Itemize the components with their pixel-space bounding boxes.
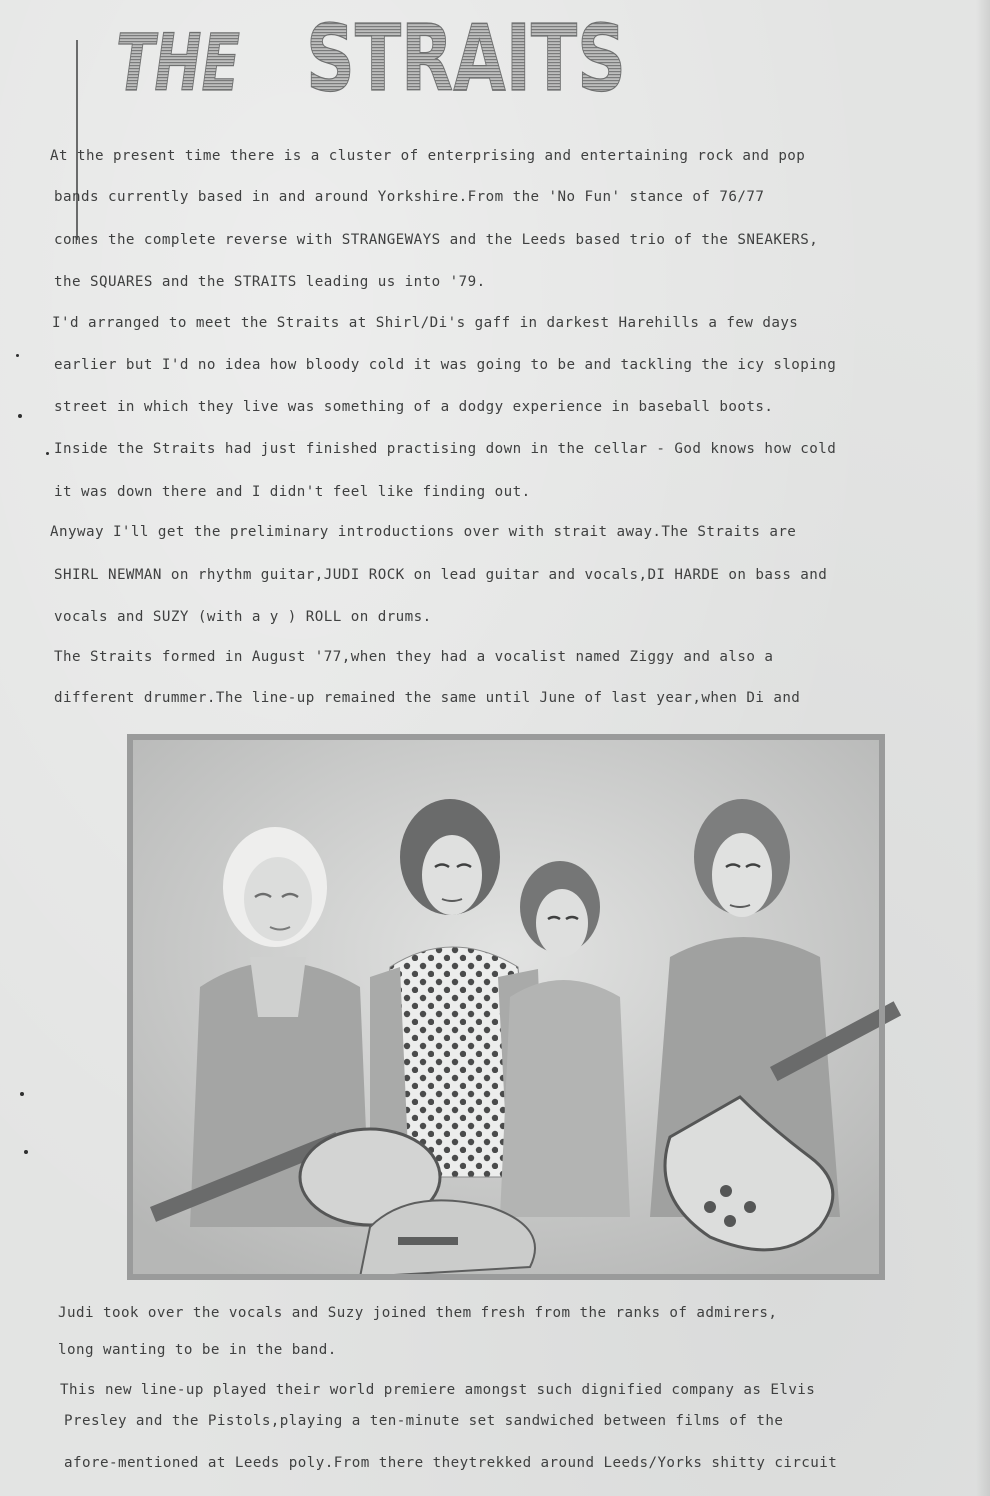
- article-line: At the present time there is a cluster of enterprising and entertaining rock and pop: [50, 148, 806, 164]
- article-line: The Straits formed in August '77,when they had a vocalist named Ziggy and also a: [54, 649, 774, 665]
- article-line: earlier but I'd no idea how bloody cold it was going to be and tackling the icy sloping: [54, 357, 837, 373]
- article-line: vocals and SUZY (with a y ) ROLL on drums.: [54, 609, 432, 625]
- margin-rule: [76, 40, 78, 240]
- band-photo-illustration: [130, 737, 882, 1277]
- article-line: Inside the Straits had just finished practising down in the cellar - God knows how cold: [54, 441, 837, 457]
- article-line: long wanting to be in the band.: [58, 1342, 337, 1358]
- article-line: different drummer.The line-up remained the same until June of last year,when Di and: [54, 690, 801, 706]
- article-line: SHIRL NEWMAN on rhythm guitar,JUDI ROCK on lead guitar and vocals,DI HARDE on bass and: [54, 567, 828, 583]
- article-line: Anyway I'll get the preliminary introductions over with strait away.The Straits are: [50, 524, 797, 540]
- masthead-word-straits: STRAITS: [306, 5, 626, 112]
- masthead-title: [112, 2, 632, 112]
- punch-mark: [18, 414, 22, 418]
- article-line: This new line-up played their world premiere amongst such dignified company as Elvis: [60, 1382, 816, 1398]
- article-line: street in which they live was something of a dodgy experience in baseball boots.: [54, 399, 774, 415]
- article-line: Presley and the Pistols,playing a ten-minute set sandwiched between films of the: [64, 1413, 784, 1429]
- masthead-lettering: [112, 2, 632, 112]
- punch-mark: [46, 452, 49, 455]
- band-photo: [128, 735, 884, 1279]
- punch-mark: [20, 1092, 24, 1096]
- masthead-word-the: THE: [116, 19, 240, 109]
- article-line: Judi took over the vocals and Suzy joined them fresh from the ranks of admirers,: [58, 1305, 778, 1321]
- article-line: I'd arranged to meet the Straits at Shirl/Di's gaff in darkest Harehills a few days: [52, 315, 799, 331]
- page-edge-shadow: [976, 0, 990, 1496]
- article-line: bands currently based in and around Yorkshire.From the 'No Fun' stance of 76/77: [54, 189, 765, 205]
- punch-mark: [24, 1150, 28, 1154]
- article-line: afore-mentioned at Leeds poly.From there theytrekked around Leeds/Yorks shitty circuit: [64, 1455, 838, 1471]
- article-line: it was down there and I didn't feel like finding out.: [54, 484, 531, 500]
- article-line: comes the complete reverse with STRANGEWAYS and the Leeds based trio of the SNEAKERS,: [54, 232, 819, 248]
- punch-mark: [16, 354, 19, 357]
- article-line: the SQUARES and the STRAITS leading us into '79.: [54, 274, 486, 290]
